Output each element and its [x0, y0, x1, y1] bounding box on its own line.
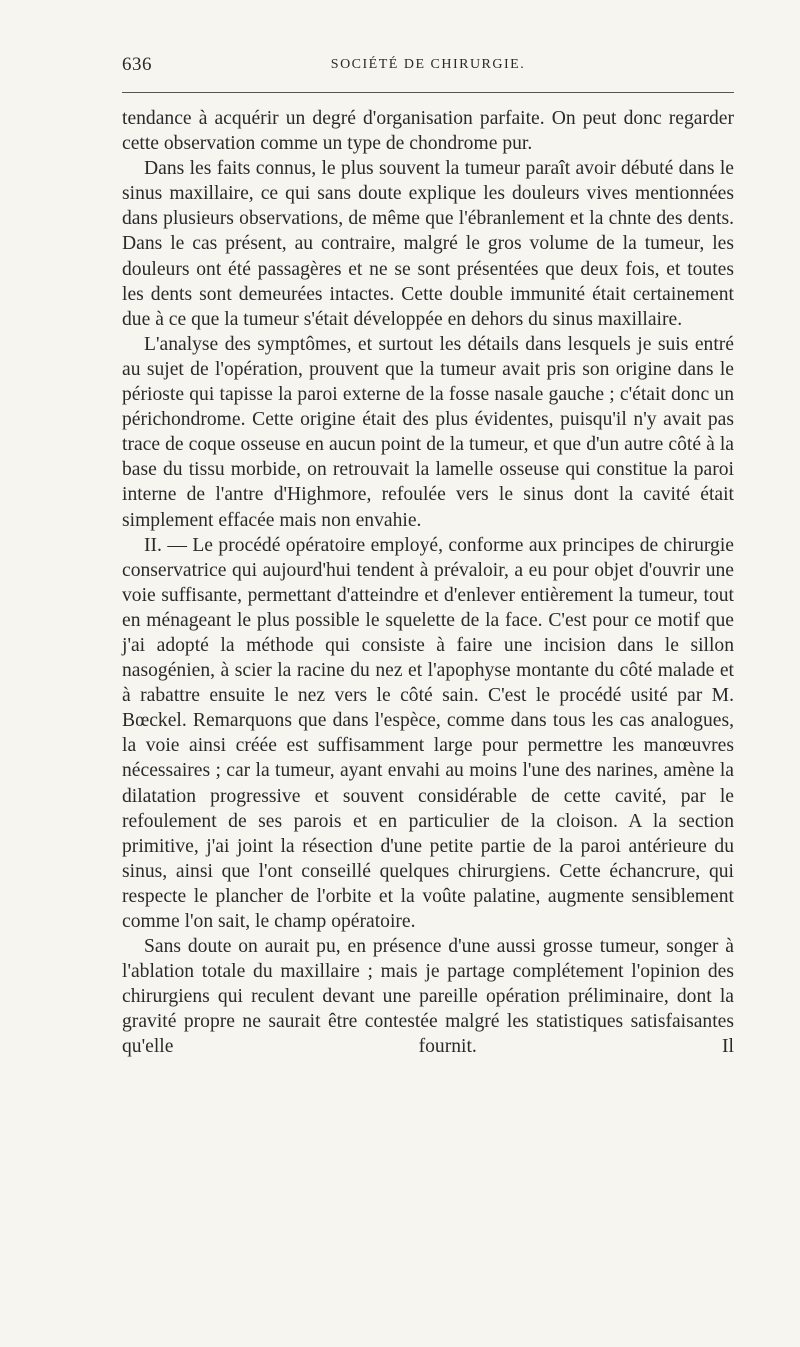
paragraph-2: Dans les faits connus, le plus souvent la tumeur paraît avoir débuté dans le sinus maxillaire, ce qui sans doute explique les douleurs vives mentionnées dans plusieurs observations, de même que l'ébranlement et la chnte des dents. Dans le cas présent, au contraire, malgré le gros volume de la tumeur, les douleurs ont été passagères et ne se sont présentées que deux fois, et toutes les dents sont demeurées intactes. Cette double immunité était certainement due à ce que la tumeur s'était développée en dehors du sinus maxillaire.	[122, 158, 734, 330]
running-title: SOCIÉTÉ DE CHIRURGIE.	[330, 57, 526, 72]
paragraph-3: L'analyse des symptômes, et surtout les détails dans lesquels je suis entré au sujet de l'opération, prouvent que la tumeur avait pris son origine dans le périoste qui tapisse la paroi externe de la fosse nasale gauche ; c'était donc un périchondrome. Cette origine était des plus évidentes, puisqu'il n'y avait pas trace de coque osseuse en aucun point de la tumeur, et que d'un autre côté à la base du tissu morbide, on retrouvait la lamelle osseuse qui constitue la paroi interne de l'antre d'Highmore, refoulée vers le sinus dont la cavité était simplement effacée mais non envahie.	[122, 333, 734, 531]
page-header	[122, 54, 734, 76]
page-number: 636	[122, 54, 152, 75]
paragraph-1: tendance à acquérir un degré d'organisation parfaite. On peut donc regarder cette observation comme un type de chondrome pur.	[122, 108, 734, 155]
body-text	[122, 106, 734, 1060]
header-rule	[122, 92, 734, 93]
paragraph-5: Sans doute on aurait pu, en présence d'une aussi grosse tumeur, songer à l'ablation totale du maxillaire ; mais je partage complétement l'opinion des chirurgiens qui reculent devant une pareille opération préliminaire, dont la gravité propre ne saurait être contestée malgré les statistiques satisfaisantes qu'elle fournit. Il	[122, 936, 734, 1058]
paragraph-4: II. — Le procédé opératoire employé, conforme aux principes de chirurgie conservatrice qui aujourd'hui tendent à prévaloir, a eu pour objet d'ouvrir une voie suffisante, permettant d'atteindre et d'enlever entièrement la tumeur, tout en ménageant le plus possible le squelette de la face. C'est pour ce motif que j'ai adopté la méthode qui consiste à faire une incision dans le sillon nasogénien, à scier la racine du nez et l'apophyse montante du côté malade et à rabattre ensuite le nez vers le côté sain. C'est le procédé usité par M. Bœckel. Remarquons que dans l'espèce, comme dans tous les cas analogues, la voie ainsi créée est suffisamment large pour permettre les manœuvres nécessaires ; car la tumeur, ayant envahi au moins l'une des narines, amène la dilatation progressive et souvent considérable de cette cavité, par le refoulement de ses parois et en particulier de la cloison. A la section primitive, j'ai joint la résection d'une petite partie de la paroi antérieure du sinus, ainsi que l'ont conseillé quelques chirurgiens. Cette échancrure, qui respecte le plancher de l'orbite et la voûte palatine, augmente sensiblement comme l'on sait, le champ opératoire.	[122, 534, 734, 932]
